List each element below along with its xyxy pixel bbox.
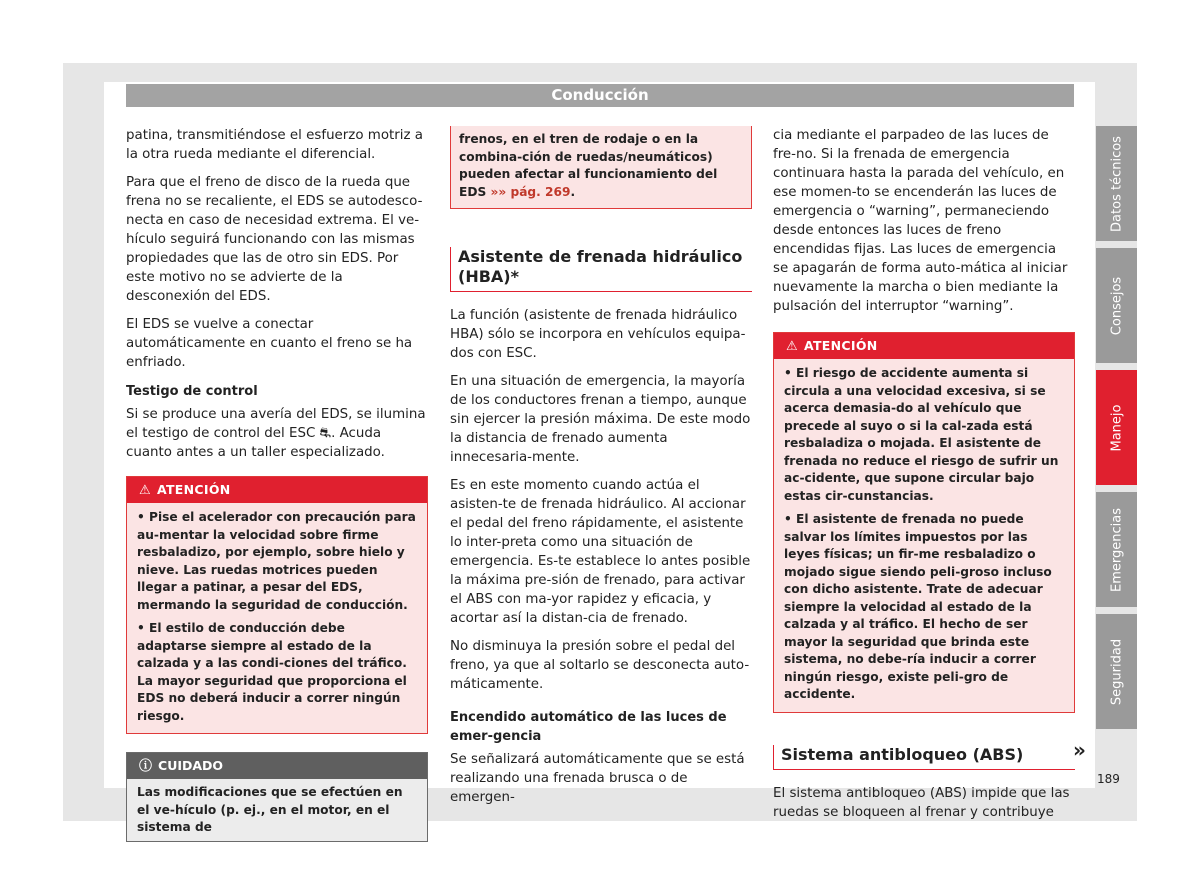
tab-consejos[interactable] <box>1096 248 1137 363</box>
paragraph: No disminuya la presión sobre el pedal del freno, ya que al soltarlo se desconecta auto-máticamente. <box>450 639 750 692</box>
warning-body <box>127 503 427 733</box>
tab-label: Seguridad <box>1109 638 1124 705</box>
tab-label: Datos técnicos <box>1109 135 1124 232</box>
page-reference-link[interactable]: »» pág. 269 <box>490 184 571 199</box>
tab-manejo[interactable] <box>1096 370 1137 485</box>
tab-emergencias[interactable] <box>1096 492 1137 607</box>
column-3 <box>773 126 1075 831</box>
caution-continuation-box: frenos, en el tren de rodaje o en la combina-ción de ruedas/neumáticos) pueden afectar al funcionamiento del EDS »» pág. 269. <box>450 126 752 209</box>
column-2 <box>450 126 752 816</box>
warning-header <box>774 333 1074 359</box>
section-title-abs: Sistema antibloqueo (ABS) <box>773 745 1075 770</box>
continue-chevron-icon: » <box>1073 738 1086 762</box>
warning-bullet: • El estilo de conducción debe adaptarse siempre al estado de la calzada y a las condi-ciones del tráfico. La mayor seguridad que proporciona el EDS no deberá inducir a correr ningún riesgo. <box>137 620 417 725</box>
warning-triangle-icon: ⚠ <box>786 339 798 354</box>
column-1 <box>126 126 428 842</box>
page-number: 189 <box>1097 772 1120 786</box>
tab-label: Emergencias <box>1109 507 1124 592</box>
subheading-emergency-lights: Encendido automático de las luces de emer-gencia <box>450 710 727 744</box>
warning-body <box>774 359 1074 712</box>
tab-seguridad[interactable] <box>1096 614 1137 729</box>
warning-bullet: • Pise el acelerador con precaución para au-mentar la velocidad sobre firme resbaladizo, por ejemplo, sobre hielo y nieve. Las ruedas motrices pueden llegar a patinar, a pesar del EDS, mermando la seguridad de conducción. <box>137 509 417 614</box>
tab-label: Manejo <box>1109 404 1124 451</box>
paragraph: El EDS se vuelve a conectar automáticamente en cuanto el freno se ha enfriado. <box>126 317 413 370</box>
caution-continuation-text: frenos, en el tren de rodaje o en la combina-ción de ruedas/neumáticos) pueden afectar al funcionamiento del EDS <box>459 132 718 199</box>
paragraph: Si se produce una avería del EDS, se ilumina el testigo de control del ESC ⛐. Acuda cuanto antes a un taller especializado. <box>126 407 426 460</box>
paragraph: Se señalizará automáticamente que se está realizando una frenada brusca o de emergen- <box>450 752 745 805</box>
caution-title: CUIDADO <box>158 758 224 773</box>
paragraph: Para que el freno de disco de la rueda que frena no se recaliente, el EDS se autodesco-necta en caso de necesidad extrema. El ve-hículo seguirá funcionando con las mismas propiedades que las de otro sin EDS. Por este motivo no se advierte de la desconexión del EDS. <box>126 175 423 304</box>
paragraph: cia mediante el parpadeo de las luces de fre-no. Si la frenada de emergencia continuara hasta la parada del vehículo, en ese momen-to se encenderán las luces de emergencia o “warning”, permaneciendo desde entonces las luces de freno encendidas fijas. Las luces de emergencia se apagarán de forma auto-mática al iniciar nuevamente la marcha o bien mediante la pulsación del interruptor “warning”. <box>773 128 1068 314</box>
chapter-header: Conducción <box>126 84 1074 107</box>
caution-header <box>127 753 427 779</box>
tab-label: Consejos <box>1109 276 1124 335</box>
tab-datos-tecnicos[interactable] <box>1096 126 1137 241</box>
warning-box <box>126 476 428 734</box>
paragraph: La función (asistente de frenada hidráulico HBA) sólo se incorpora en vehículos equipa-dos con ESC. <box>450 308 746 361</box>
paragraph: Es en este momento cuando actúa el asisten-te de frenada hidráulico. Al accionar el pedal del freno rápidamente, el asistente lo inter-preta como una situación de emergencia. Es-te establece lo antes posible la máxima pre-sión de frenado, para activar el ABS con ma-yor rapidez y eficacia, y acortar así la distan-cia de frenado. <box>450 478 751 626</box>
paragraph: El sistema antibloqueo (ABS) impide que las ruedas se bloqueen al frenar y contribuye <box>773 785 1070 820</box>
warning-title: ATENCIÓN <box>803 338 878 353</box>
info-circle-icon: ⓘ <box>139 759 153 774</box>
warning-header <box>127 477 427 503</box>
paragraph: En una situación de emergencia, la mayoría de los conductores frenan a tiempo, aunque sin ejercer la presión máxima. De este modo la distancia de frenado aumenta innecesaria-mente. <box>450 374 751 465</box>
section-title-hba: Asistente de frenada hidráulico (HBA)* <box>450 247 752 292</box>
warning-bullet: • El riesgo de accidente aumenta si circula a una velocidad excesiva, si se acerca demasia-do al vehículo que precede al suyo o si la cal-zada está resbaladiza o mojada. El asistente de frenada no reduce el riesgo de sufrir un ac-cidente, que supone circular bajo estas cir-cunstancias. <box>784 365 1064 505</box>
caution-box <box>126 752 428 842</box>
warning-bullet: • El asistente de frenada no puede salvar los límites impuestos por las leyes físicas; un fir-me resbaladizo o mojado sigue siendo peli-groso incluso con dicho asistente. Trate de adecuar siempre la velocidad al estado de la calzada y al tráfico. El hecho de ser mayor la seguridad que brinda este sistema, no debe-ría inducir a correr ningún riesgo, existe peli-gro de accidente. <box>784 511 1064 704</box>
paragraph: patina, transmitiéndose el esfuerzo motriz a la otra rueda mediante el diferencial. <box>126 128 423 162</box>
warning-triangle-icon: ⚠ <box>139 483 151 498</box>
warning-box <box>773 332 1075 713</box>
subheading-testigo: Testigo de control <box>126 384 258 399</box>
warning-title: ATENCIÓN <box>156 482 231 497</box>
caution-body: Las modificaciones que se efectúen en el ve-hículo (p. ej., en el motor, en el sistema de <box>137 785 403 834</box>
